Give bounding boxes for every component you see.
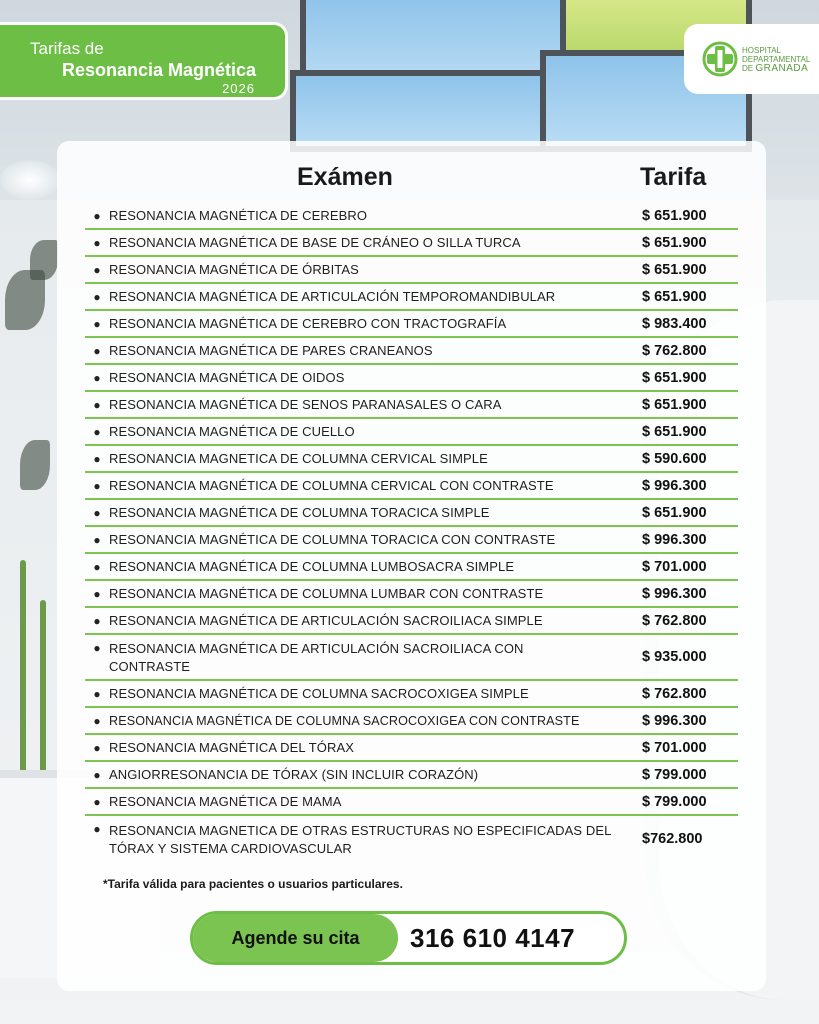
header-exam: Exámen	[297, 163, 393, 191]
price-row	[85, 527, 738, 554]
bullet-icon: ●	[93, 424, 101, 439]
price-row	[85, 311, 738, 338]
exam-name: RESONANCIA MAGNÉTICA DE ARTICULACIÓN TEMPOROMANDIBULAR	[109, 288, 556, 304]
exam-price: $ 701.000	[642, 739, 707, 756]
exam-name: RESONANCIA MAGNÉTICA DE SENOS PARANASALES O CARA	[109, 396, 502, 412]
bullet-icon: ●	[93, 586, 101, 601]
price-row	[85, 257, 738, 284]
price-row	[85, 581, 738, 608]
price-row	[85, 681, 738, 708]
bullet-icon: ●	[93, 532, 101, 547]
exam-price: $ 651.900	[642, 261, 707, 278]
bullet-icon: ●	[93, 641, 101, 655]
price-row	[85, 554, 738, 581]
logo-text	[742, 46, 810, 73]
exam-name: RESONANCIA MAGNÉTICA DE COLUMNA LUMBAR CON CONTRASTE	[109, 585, 544, 601]
logo-line1: HOSPITAL	[742, 46, 781, 55]
price-row	[85, 230, 738, 257]
bullet-icon: ●	[93, 397, 101, 412]
exam-name: RESONANCIA MAGNÉTICA DE COLUMNA TORACICA SIMPLE	[109, 504, 490, 520]
exam-price: $ 983.400	[642, 315, 707, 332]
exam-name: RESONANCIA MAGNÉTICA DE MAMA	[109, 793, 342, 809]
logo-line4: GRANADA	[755, 63, 809, 74]
wall-leaf-decoration	[20, 440, 50, 490]
bullet-icon: ●	[93, 370, 101, 385]
exam-name: RESONANCIA MAGNÉTICA DE CUELLO	[109, 423, 355, 439]
price-card	[57, 141, 766, 991]
plant-stem	[20, 560, 26, 780]
exam-price: $762.800	[642, 831, 703, 847]
ceiling-sky-panel	[290, 70, 562, 152]
hospital-cross-icon	[702, 40, 738, 78]
bullet-icon: ●	[93, 559, 101, 574]
exam-price: $ 762.800	[642, 342, 707, 359]
exam-name: RESONANCIA MAGNÉTICA DE COLUMNA LUMBOSACRA SIMPLE	[109, 558, 515, 574]
price-row	[85, 473, 738, 500]
exam-name: ANGIORRESONANCIA DE TÓRAX (SIN INCLUIR CORAZÓN)	[109, 766, 479, 782]
exam-name: RESONANCIA MAGNÉTICA DE PARES CRANEANOS	[109, 342, 433, 358]
price-row	[85, 708, 738, 735]
bullet-icon: ●	[93, 794, 101, 809]
bullet-icon: ●	[93, 478, 101, 493]
bullet-icon: ●	[93, 505, 101, 520]
bullet-icon: ●	[93, 208, 101, 223]
price-row	[85, 446, 738, 473]
exam-price: $ 590.600	[642, 450, 707, 467]
exam-price: $ 996.300	[642, 712, 707, 729]
exam-price: $ 935.000	[642, 649, 707, 665]
title-badge	[0, 22, 288, 100]
exam-name: RESONANCIA MAGNETICA DE COLUMNA CERVICAL SIMPLE	[109, 450, 488, 466]
bullet-icon: ●	[93, 262, 101, 277]
price-row	[85, 635, 738, 681]
appointment-cta[interactable]	[190, 911, 627, 965]
bullet-icon: ●	[93, 822, 101, 836]
price-row	[85, 365, 738, 392]
exam-price: $ 996.300	[642, 585, 707, 602]
price-row	[85, 500, 738, 527]
footnote: *Tarifa válida para pacientes o usuarios particulares.	[103, 877, 403, 891]
price-row	[85, 338, 738, 365]
exam-price: $ 799.000	[642, 793, 707, 810]
title-year: 2026	[222, 81, 255, 96]
exam-name: RESONANCIA MAGNÉTICA DEL TÓRAX	[109, 739, 354, 755]
exam-name: RESONANCIA MAGNETICA DE OTRAS ESTRUCTURAS NO ESPECIFICADAS DEL TÓRAX Y SISTEMA CARDIOVASCULAR	[109, 823, 611, 856]
price-row	[85, 762, 738, 789]
bullet-icon: ●	[93, 451, 101, 466]
logo-line3: DE	[742, 64, 754, 73]
exam-name: RESONANCIA MAGNÉTICA DE OIDOS	[109, 369, 345, 385]
price-row	[85, 392, 738, 419]
bullet-icon: ●	[93, 235, 101, 250]
bullet-icon: ●	[93, 613, 101, 628]
exam-price: $ 651.900	[642, 423, 707, 440]
bullet-icon: ●	[93, 686, 101, 701]
schedule-button[interactable]: Agende su cita	[193, 914, 398, 962]
exam-price: $ 762.800	[642, 612, 707, 629]
bullet-icon: ●	[93, 740, 101, 755]
exam-price: $ 651.900	[642, 234, 707, 251]
exam-name: RESONANCIA MAGNÉTICA DE COLUMNA TORACICA CON CONTRASTE	[109, 531, 556, 547]
bullet-icon: ●	[93, 316, 101, 331]
exam-name: RESONANCIA MAGNÉTICA DE ARTICULACIÓN SACROILIACA SIMPLE	[109, 612, 543, 628]
exam-price: $ 651.900	[642, 207, 707, 224]
price-list	[85, 203, 738, 862]
plant-stem	[40, 600, 46, 780]
bullet-icon: ●	[93, 713, 101, 728]
exam-name: RESONANCIA MAGNÉTICA DE BASE DE CRÁNEO O SILLA TURCA	[109, 234, 521, 250]
exam-price: $ 651.900	[642, 396, 707, 413]
bullet-icon: ●	[93, 343, 101, 358]
bullet-icon: ●	[93, 767, 101, 782]
price-row	[85, 608, 738, 635]
exam-price: $ 799.000	[642, 766, 707, 783]
exam-name: RESONANCIA MAGNÉTICA DE ARTICULACIÓN SACROILIACA CON CONTRASTE	[109, 641, 524, 674]
exam-price: $ 996.300	[642, 477, 707, 494]
exam-name: RESONANCIA MAGNÉTICA DE COLUMNA SACROCOXIGEA SIMPLE	[109, 685, 529, 701]
logo-line2: DEPARTAMENTAL	[742, 55, 811, 64]
exam-name: RESONANCIA MAGNÉTICA DE CEREBRO	[109, 207, 368, 223]
hospital-logo	[684, 24, 819, 94]
exam-name: RESONANCIA MAGNÉTICA DE COLUMNA SACROCOXIGEA CON CONTRASTE	[109, 713, 580, 728]
wall-leaf-decoration	[30, 240, 58, 280]
exam-price: $ 996.300	[642, 531, 707, 548]
exam-price: $ 701.000	[642, 558, 707, 575]
price-row	[85, 735, 738, 762]
exam-price: $ 762.800	[642, 685, 707, 702]
bullet-icon: ●	[93, 289, 101, 304]
exam-price: $ 651.900	[642, 369, 707, 386]
phone-number[interactable]: 316 610 4147	[410, 923, 576, 953]
exam-name: RESONANCIA MAGNÉTICA DE CEREBRO CON TRACTOGRAFÍA	[109, 315, 507, 331]
price-row	[85, 284, 738, 311]
ceiling-light	[0, 160, 60, 200]
title-line1: Tarifas de	[30, 39, 104, 58]
price-row	[85, 419, 738, 446]
exam-name: RESONANCIA MAGNÉTICA DE ÓRBITAS	[109, 261, 359, 277]
exam-price: $ 651.900	[642, 288, 707, 305]
price-row	[85, 789, 738, 816]
title-line2: Resonancia Magnética	[62, 60, 257, 80]
header-price: Tarifa	[640, 163, 707, 191]
exam-name: RESONANCIA MAGNÉTICA DE COLUMNA CERVICAL CON CONTRASTE	[109, 477, 554, 493]
exam-price: $ 651.900	[642, 504, 707, 521]
price-row	[85, 203, 738, 230]
price-row	[85, 816, 738, 862]
